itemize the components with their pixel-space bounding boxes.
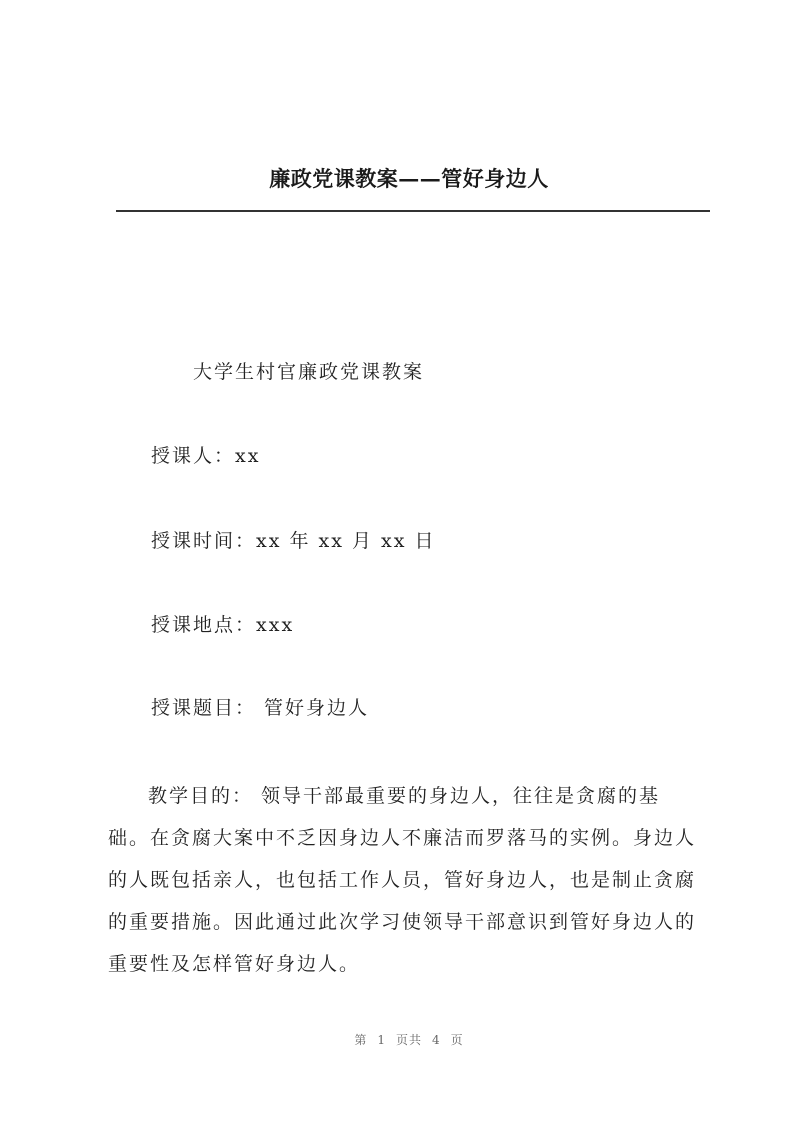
field-label: 授课题目： [151,697,257,719]
paragraph-line: 的人既包括亲人，也包括工作人员，管好身边人，也是制止贪腐 [108,869,697,891]
field-label: 授课时间： [151,530,257,552]
page-footer [0,1031,800,1048]
title-underline [116,210,710,212]
field-topic [151,696,369,720]
field-label: 授课人： [151,445,236,467]
field-lecturer [151,444,260,468]
field-value: xx [235,445,261,467]
field-value: xxx [256,614,295,636]
field-location [151,613,294,637]
field-label: 授课地点： [151,614,257,636]
page-number: 1 [377,1033,386,1047]
document-title: 廉政党课教案——管好身边人 [269,166,549,191]
subtitle: 大学生村官廉政党课教案 [193,361,425,383]
paragraph-line: 的重要措施。因此通过此次学习使领导干部意识到管好身边人的 [108,911,697,933]
paragraph-line: 教学目的： 领导干部最重要的身边人，往往是贪腐的基 [148,785,661,807]
paragraph-line: 重要性及怎样管好身边人。 [108,953,361,975]
paragraph-line: 础。在贪腐大案中不乏因身边人不廉洁而罗落马的实例。身边人 [108,827,697,849]
field-value: xx 年 xx 月 xx 日 [256,530,436,552]
field-value: 管好身边人 [256,697,370,719]
footer-middle: 页共 [395,1033,422,1047]
page-total: 4 [432,1033,441,1047]
field-time [151,529,436,553]
footer-suffix: 页 [450,1033,464,1047]
footer-prefix: 第 [354,1033,368,1047]
objective-paragraph [108,775,712,985]
